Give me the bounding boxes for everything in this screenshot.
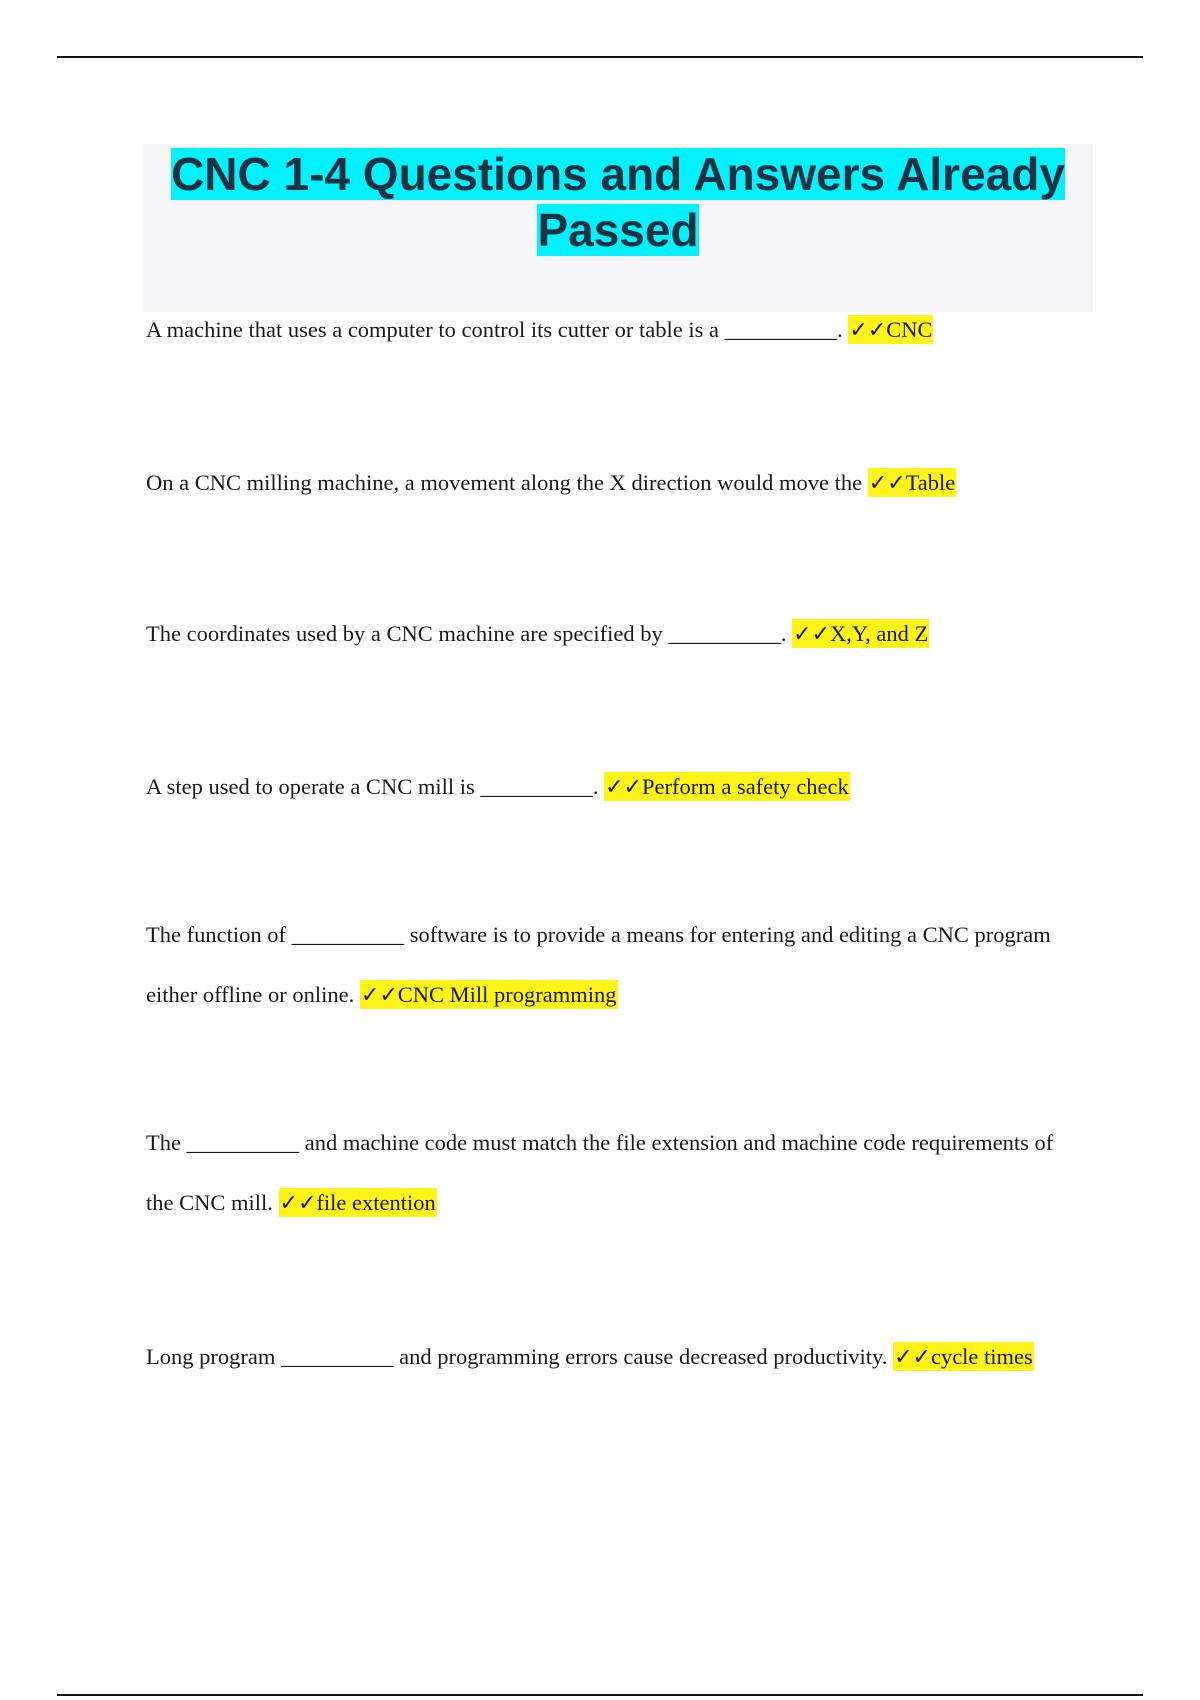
question-text: Long program __________ and programming errors cause decreased productivity. xyxy=(146,1344,888,1369)
question-text: A step used to operate a CNC mill is __________. xyxy=(146,774,599,799)
answer-text: cycle times xyxy=(930,1344,1033,1369)
qa-item-7 xyxy=(146,1327,1076,1388)
qa-item-2 xyxy=(146,453,1076,514)
answer-highlight xyxy=(360,980,618,1009)
qa-item-1 xyxy=(146,300,1076,361)
answer-highlight xyxy=(604,772,850,801)
question-text: The function of __________ software is to provide a means for entering and editing a CNC program either offline or online. xyxy=(146,922,1051,1007)
question-text: The __________ and machine code must match the file extension and machine code requirements of the CNC mill. xyxy=(146,1130,1054,1215)
answer-highlight xyxy=(893,1342,1034,1371)
answer-text: Perform a safety check xyxy=(641,774,849,799)
question-text: A machine that uses a computer to control its cutter or table is a __________. xyxy=(146,317,843,342)
check-icon: ✓✓ xyxy=(894,1345,931,1370)
question-text: On a CNC milling machine, a movement along the X direction would move the xyxy=(146,470,863,495)
footer-rule xyxy=(57,1694,1143,1696)
qa-item-4 xyxy=(146,757,1076,818)
answer-text: CNC Mill programming xyxy=(397,982,617,1007)
check-icon: ✓✓ xyxy=(279,1191,317,1216)
answer-highlight xyxy=(868,468,957,497)
answer-text: file extention xyxy=(316,1190,436,1215)
header-rule xyxy=(57,56,1143,58)
answer-highlight xyxy=(279,1188,437,1217)
check-icon: ✓✓ xyxy=(605,775,642,800)
qa-item-5 xyxy=(146,905,1076,1026)
check-icon: ✓✓ xyxy=(793,622,830,647)
question-text: The coordinates used by a CNC machine are specified by __________. xyxy=(146,621,787,646)
document-title-text: CNC 1-4 Questions and Answers Already Passed xyxy=(171,148,1065,256)
answer-text: X,Y, and Z xyxy=(829,621,929,646)
check-icon: ✓✓ xyxy=(849,318,887,343)
check-icon: ✓✓ xyxy=(868,471,906,496)
document-title xyxy=(143,144,1093,258)
answer-text: Table xyxy=(905,470,956,495)
answer-text: CNC xyxy=(886,317,933,342)
check-icon: ✓✓ xyxy=(360,983,398,1008)
answer-highlight xyxy=(792,619,929,648)
qa-item-3 xyxy=(146,604,1076,665)
title-block xyxy=(143,144,1093,312)
qa-item-6 xyxy=(146,1113,1076,1234)
answer-highlight xyxy=(848,315,933,344)
